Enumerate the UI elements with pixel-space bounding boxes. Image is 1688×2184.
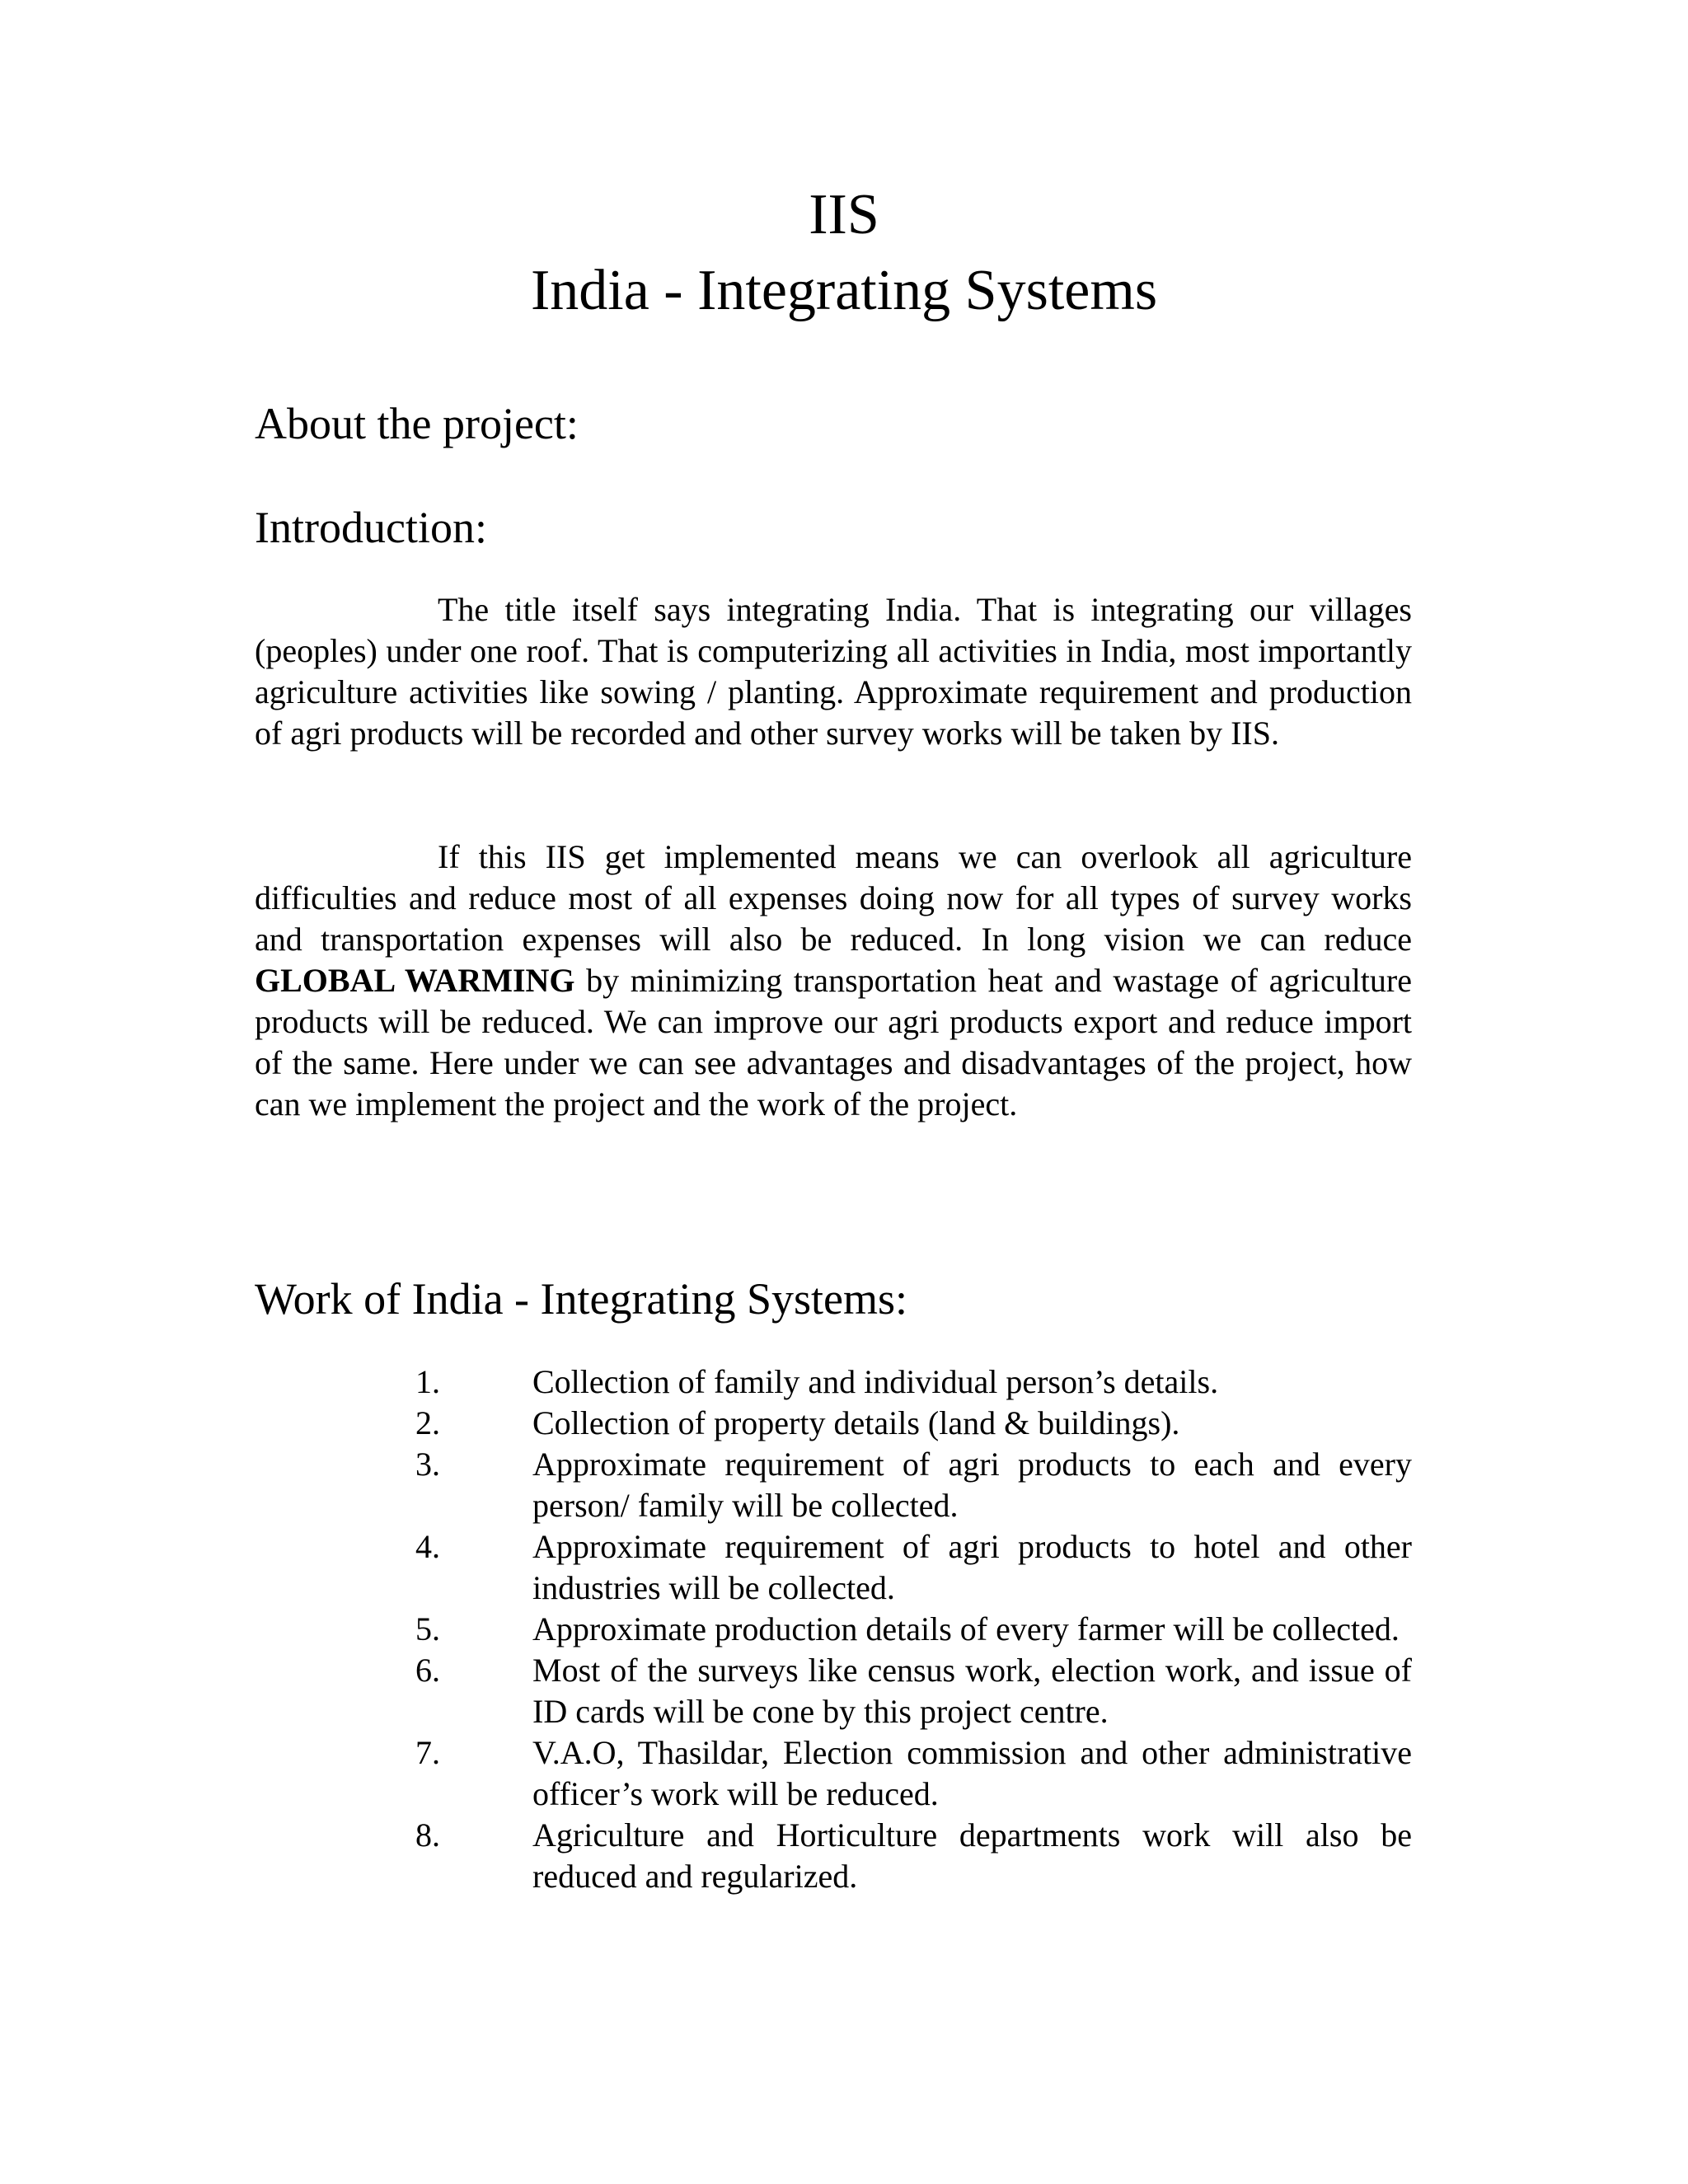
title-block [0, 177, 1688, 329]
list-item-text: Collection of family and individual person’s details. [532, 1363, 1219, 1400]
list-item-number: 6. [415, 1652, 440, 1689]
list-item-number: 4. [415, 1528, 440, 1565]
work-list-item [255, 1361, 1412, 1403]
list-item-number: 1. [415, 1363, 440, 1400]
list-item-text: V.A.O, Thasildar, Election commission and other administrative officer’s work will be reduced. [532, 1734, 1412, 1812]
paragraph-2-text-start: If this IIS get implemented means we can overlook all agriculture difficulties and reduce most of all expenses doing now for all types of survey works and transportation expenses will also be reduced. In long vision we can reduce [255, 838, 1412, 958]
list-item-text: Approximate production details of every farmer will be collected. [532, 1610, 1400, 1647]
document-title: IIS [809, 183, 879, 246]
list-item-number: 2. [415, 1404, 440, 1441]
list-item-number: 5. [415, 1610, 440, 1647]
work-list-item [255, 1403, 1412, 1444]
list-item-text: Most of the surveys like census work, election work, and issue of ID cards will be cone by this project centre. [532, 1652, 1412, 1730]
paragraph-2-text-end: by minimizing transportation heat and wastage of agriculture products will be reduced. We can improve our agri products export and reduce import of the same. Here under we can see advantages and disadvantages of the project, how can we implement the project and the work of the project. [255, 962, 1412, 1122]
list-item-number: 3. [415, 1446, 440, 1483]
list-item-text: Approximate requirement of agri products to each and every person/ family will be collected. [532, 1446, 1412, 1524]
work-list-item [255, 1444, 1412, 1526]
heading-introduction: Introduction: [255, 503, 487, 552]
work-list-item [255, 1732, 1412, 1815]
list-item-text: Collection of property details (land & buildings). [532, 1404, 1180, 1441]
heading-work-of-iis: Work of India - Integrating Systems: [255, 1274, 907, 1324]
list-item-text: Agriculture and Horticulture departments work will also be reduced and regularized. [532, 1816, 1412, 1895]
work-list-item [255, 1815, 1412, 1897]
document-subtitle: India - Integrating Systems [530, 259, 1158, 322]
heading-about-project: About the project: [255, 399, 579, 448]
work-list-item [255, 1609, 1412, 1650]
list-item-text: Approximate requirement of agri products to hotel and other industries will be collected. [532, 1528, 1412, 1606]
work-list [255, 1361, 1412, 1897]
list-item-number: 8. [415, 1816, 440, 1854]
intro-paragraph-1: The title itself says integrating India. That is integrating our villages (peoples) under one roof. That is computerizing all activities in India, most importantly agriculture activities like sowing / planting. Approximate requirement and production of agri products will be recorded and other survey works will be taken by IIS. [255, 591, 1412, 752]
list-item-number: 7. [415, 1734, 440, 1771]
intro-paragraph-2 [255, 837, 1412, 1125]
work-list-item [255, 1526, 1412, 1609]
work-list-item [255, 1650, 1412, 1732]
global-warming-emphasis: GLOBAL WARMING [255, 962, 575, 999]
